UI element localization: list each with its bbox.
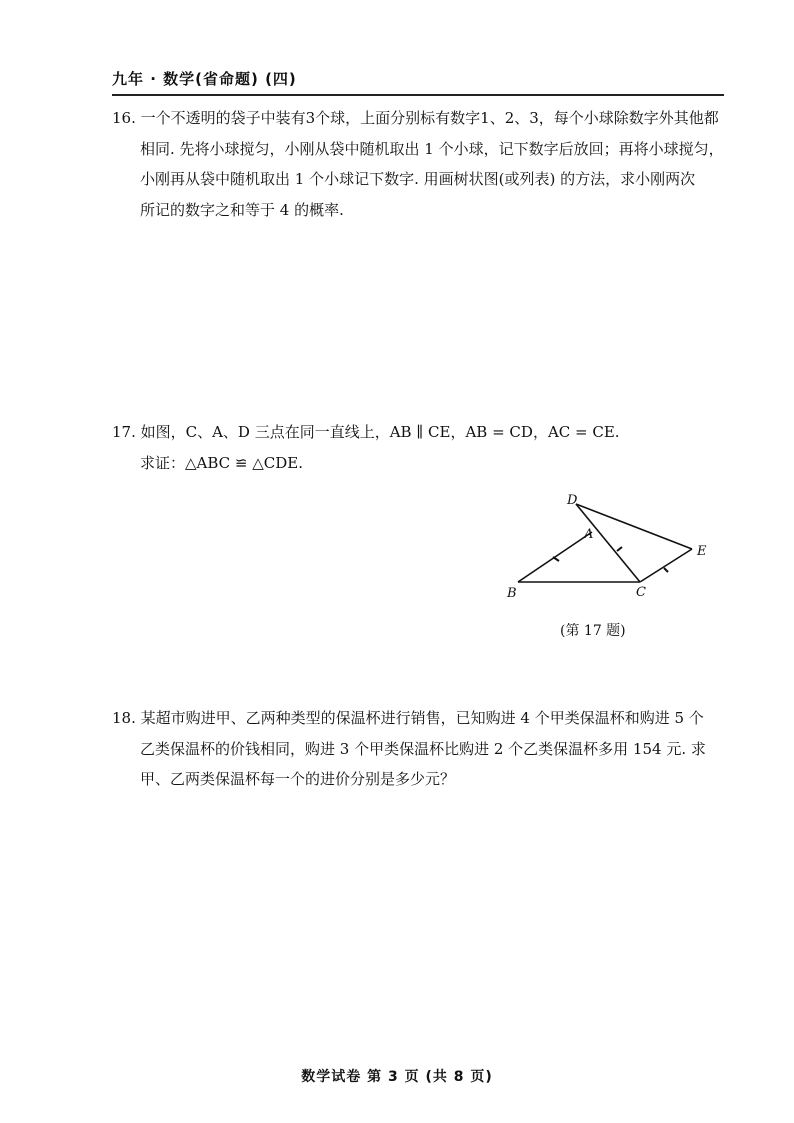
segment-ce — [640, 549, 692, 582]
problem-18-line-1: 18. 某超市购进甲、乙两种类型的保温杯进行销售，已知购进 4 个甲类保温杯和购进 5 个 — [112, 709, 704, 727]
label-b: B — [507, 586, 517, 601]
problem-16-line-1: 16. 一个不透明的袋子中装有3个球，上面分别标有数字1、2、3，每个小球除数字外其他都 — [112, 109, 719, 127]
segment-de — [576, 504, 692, 549]
tick-ac — [617, 547, 622, 551]
problem-16-line-3: 小刚再从袋中随机取出 1 个小球记下数字. 用画树状图(或列表) 的方法，求小刚两次 — [140, 170, 696, 188]
problem-18-line-2: 乙类保温杯的价钱相同，购进 3 个甲类保温杯比购进 2 个乙类保温杯多用 154 元. 求 — [140, 739, 706, 758]
problem-18 — [112, 703, 724, 795]
problem-18-line-3: 甲、乙两类保温杯每一个的进价分别是多少元？ — [140, 770, 456, 788]
segment-ab — [518, 532, 592, 582]
geometry-figure — [490, 484, 730, 614]
label-d: D — [567, 493, 578, 508]
problem-16-line-2: 相同. 先将小球搅匀，小刚从袋中随机取出 1 个小球，记下数字后放回；再将小球搅匀， — [140, 139, 724, 158]
page-header — [112, 66, 724, 96]
problem-17-line-1: 17. 如图，C、A、D 三点在同一直线上，AB ∥ CE，AB = CD，AC = CE. — [112, 423, 620, 441]
label-a: A — [584, 527, 594, 542]
page-footer: 数学试卷 第 3 页 (共 8 页) — [301, 1069, 493, 1085]
figure-caption: (第 17 题) — [560, 623, 626, 639]
problem-16 — [112, 103, 724, 225]
problem-17-line-2: 求证：△ABC ≌ △CDE. — [140, 453, 304, 472]
label-c: C — [636, 585, 646, 600]
problem-17 — [112, 417, 724, 478]
header-title: 九年 · 数学(省命题) (四) — [112, 70, 297, 88]
tick-ce — [664, 568, 668, 572]
tick-ab — [553, 557, 559, 561]
problem-16-line-4: 所记的数字之和等于 4 的概率. — [140, 200, 344, 219]
label-e: E — [697, 544, 707, 559]
